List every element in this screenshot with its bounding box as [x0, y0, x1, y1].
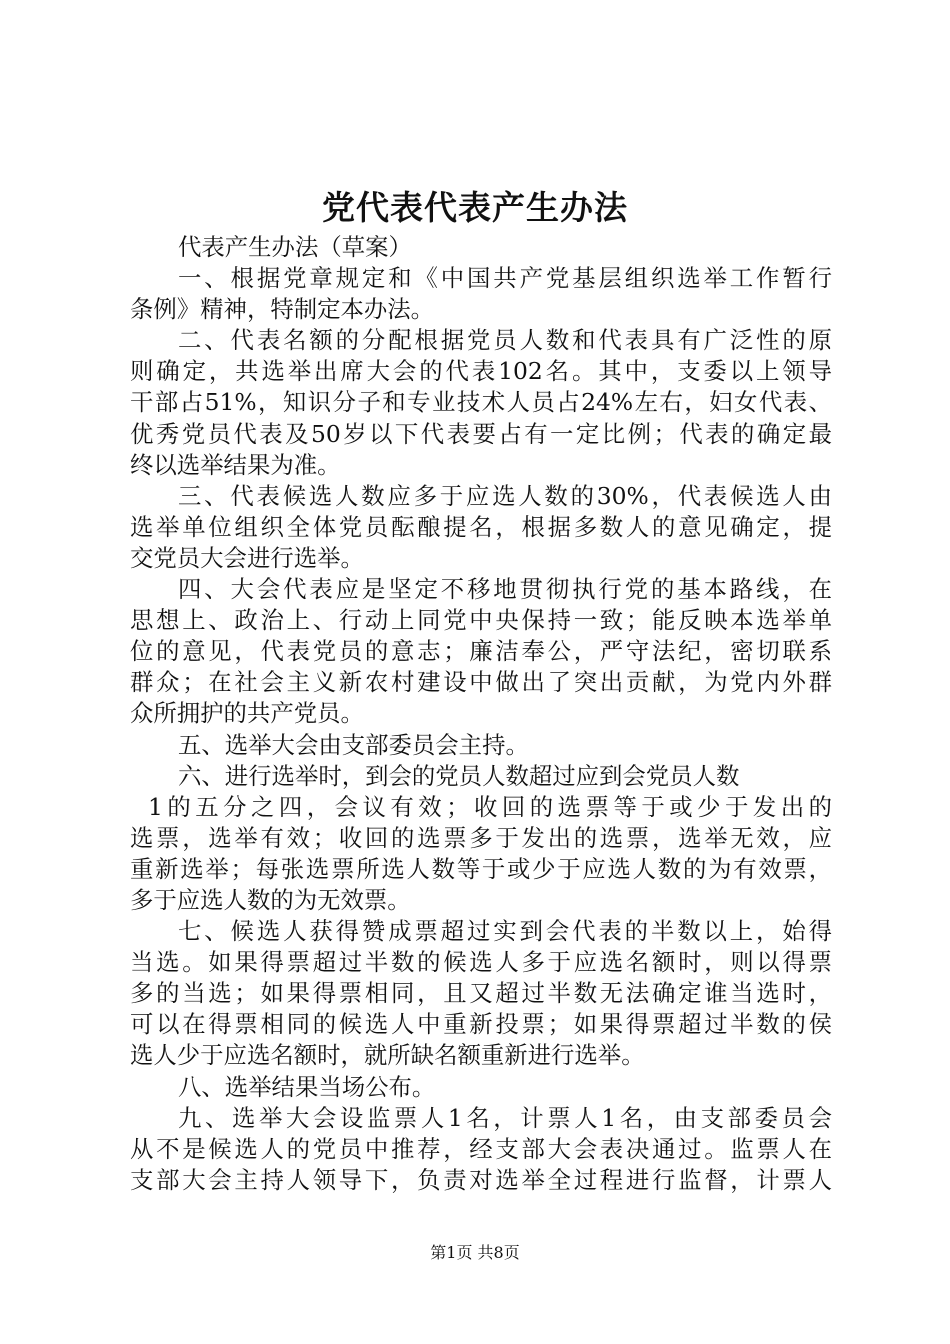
text-line: 终以选举结果为准。: [130, 450, 341, 479]
text-line: 条例》精神，特制定本办法。: [130, 295, 435, 324]
text-line: 1的五分之四，会议有效；收回的选票等于或少于发出的: [148, 792, 832, 821]
text-line: 多的当选；如果得票相同，且又超过半数无法确定谁当选时，: [130, 979, 832, 1008]
page-footer: 第1页 共8页: [430, 1243, 520, 1262]
text-line: 众所拥护的共产党员。: [130, 699, 364, 728]
text-line: 干部占51%，知识分子和专业技术人员占24%左右，妇女代表、: [130, 388, 832, 417]
text-line: 可以在得票相同的候选人中重新投票；如果得票超过半数的侯: [130, 1010, 832, 1039]
text-line: 思想上、政治上、行动上同党中央保持一致；能反映本选举单: [130, 606, 832, 635]
text-line: 六、进行选举时，到会的党员人数超过应到会党员人数: [178, 761, 740, 790]
text-line: 位的意见，代表党员的意志；廉洁奉公，严守法纪，密切联系: [130, 637, 832, 666]
text-line: 重新选举；每张选票所选人数等于或少于应选人数的为有效票，: [130, 854, 832, 883]
text-line: 三、代表候选人数应多于应选人数的30%，代表候选人由: [178, 481, 832, 510]
document-title: 党代表代表产生办法: [322, 188, 628, 227]
text-line: 则确定，共选举出席大会的代表102名。其中，支委以上领导: [130, 357, 832, 386]
text-line: 优秀党员代表及50岁以下代表要占有一定比例；代表的确定最: [130, 419, 832, 448]
text-line: 多于应选人数的为无效票。: [130, 885, 411, 914]
text-line: 八、选举结果当场公布。: [178, 1072, 436, 1101]
text-line: 五、选举大会由支部委员会主持。: [178, 730, 529, 759]
text-line: 支部大会主持人领导下，负责对选举全过程进行监督，计票人: [130, 1165, 832, 1194]
text-line: 一、根据党章规定和《中国共产党基层组织选举工作暂行: [178, 264, 832, 293]
text-line: 从不是候选人的党员中推荐，经支部大会表决通过。监票人在: [130, 1134, 832, 1163]
text-line: 四、大会代表应是坚定不移地贯彻执行党的基本路线，在: [178, 575, 832, 604]
text-line: 选票，选举有效；收回的选票多于发出的选票，选举无效，应: [130, 823, 832, 852]
text-line: 当选。如果得票超过半数的候选人多于应选名额时，则以得票: [130, 948, 832, 977]
text-line: 交党员大会进行选举。: [130, 543, 364, 572]
document-body: [130, 232, 832, 1196]
text-line: 代表产生办法（草案）: [178, 233, 412, 261]
text-line: 选人少于应选名额时，就所缺名额重新进行选举。: [130, 1041, 645, 1070]
text-line: 七、候选人获得赞成票超过实到会代表的半数以上，始得: [178, 917, 832, 946]
text-line: 九、选举大会设监票人1名，计票人1名，由支部委员会: [178, 1103, 832, 1132]
text-line: 二、代表名额的分配根据党员人数和代表具有广泛性的原: [178, 326, 832, 355]
text-line: 选举单位组织全体党员酝酿提名，根据多数人的意见确定，提: [130, 512, 832, 541]
text-line: 群众；在社会主义新农村建设中做出了突出贡献，为党内外群: [130, 668, 832, 697]
